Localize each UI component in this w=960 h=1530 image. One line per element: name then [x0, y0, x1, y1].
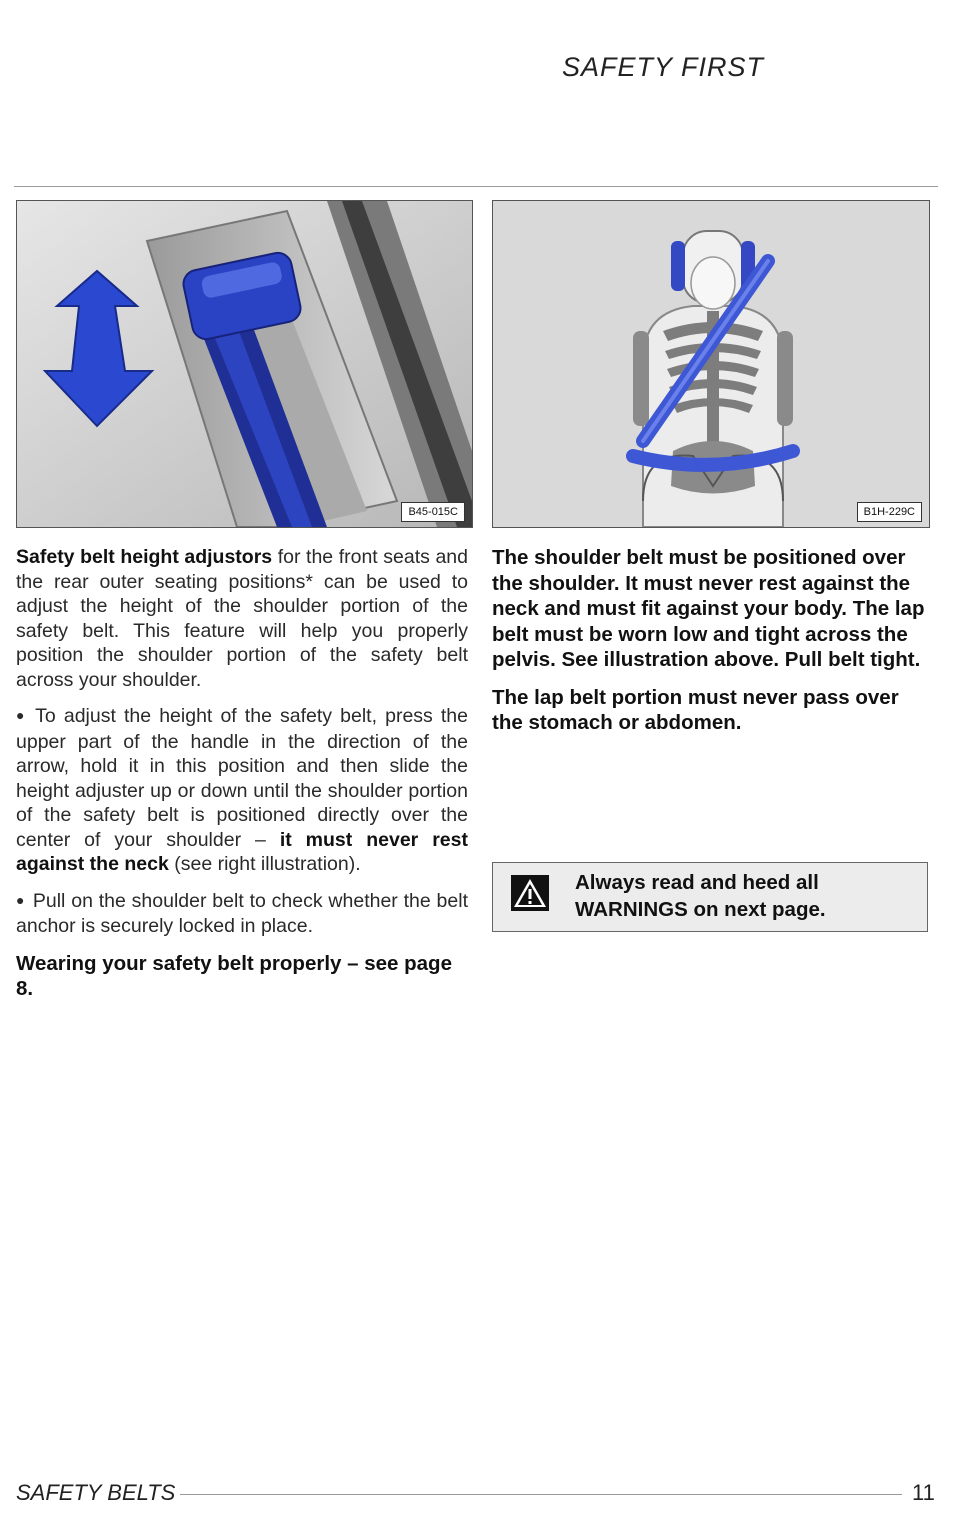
adjust-height-instructions: [16, 704, 468, 877]
adjust-height-bold: it must never rest against the neck: [16, 828, 468, 875]
figure-code-left: B45-015C: [401, 502, 465, 522]
adjustor-intro-paragraph: [16, 545, 468, 692]
footer-section-title: SAFETY BELTS: [16, 1480, 176, 1505]
adjust-height-tail: (see right illustration).: [168, 853, 361, 875]
figure-code-right: B1H-229C: [857, 502, 922, 522]
lap-belt-warning-paragraph: The lap belt portion must never pass over the stomach or abdomen.: [492, 685, 899, 734]
belt-position-skeleton-illustration: [492, 200, 930, 528]
check-anchor-text: Pull on the shoulder belt to check whether the belt anchor is securely locked in place.: [16, 889, 468, 937]
check-anchor-instructions: [16, 889, 468, 939]
adjust-height-text: To adjust the height of the safety belt, press the upper part of the handle in the direction of the arrow, hold it in this position and then slide the height adjuster up or down until the shoulder portion of the safety belt is positioned directly over the center of your shoulder –: [16, 705, 469, 851]
footer-divider: [180, 1494, 902, 1495]
wearing-belt-reference: Wearing your safety belt properly – see page 8.: [16, 951, 452, 1000]
shoulder-belt-position-paragraph: The shoulder belt must be positioned over the shoulder. It must never rest against the neck and must fit against your body. The lap belt must be worn low and tight across the pelvis. See illustration above. Pull belt tight.: [492, 546, 925, 671]
warning-triangle-icon: [511, 875, 549, 911]
header-divider: [14, 186, 938, 187]
left-text-column: [16, 545, 468, 1014]
warning-text: Always read and heed all WARNINGS on next page.: [575, 871, 826, 921]
page-number: 11: [912, 1480, 935, 1505]
belt-height-adjuster-illustration: [16, 200, 473, 528]
page-header-title: SAFETY FIRST: [562, 52, 765, 82]
adjustor-intro-text: for the front seats and the rear outer seating positions* can be used to adjust the height of the shoulder portion of the safety belt. This feature will help you properly position the shoulder portion of the safety belt across your shoulder.: [16, 546, 468, 691]
right-text-column: [492, 545, 930, 748]
adjustor-intro-lead: Safety belt height adjustors: [16, 546, 273, 568]
warnings-notice-box: [492, 862, 928, 932]
